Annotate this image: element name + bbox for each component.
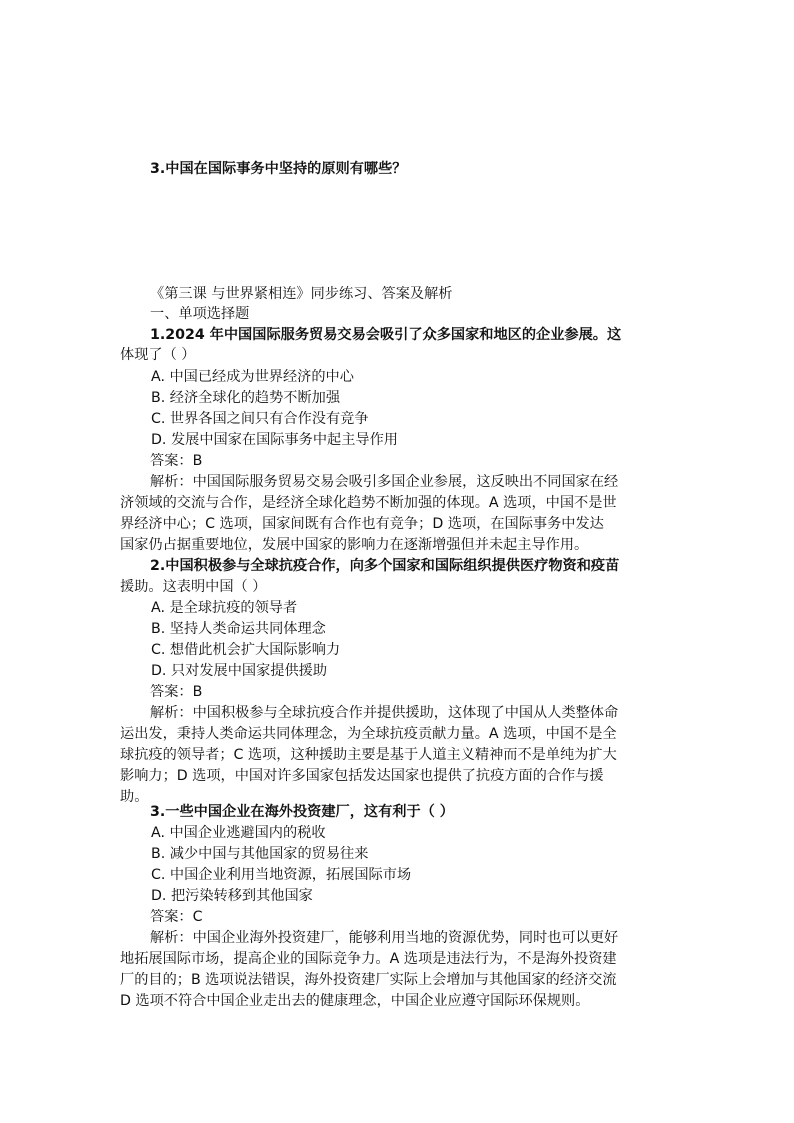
q1-analysis-line2: 济领域的交流与合作，是经济全球化趋势不断加强的体现。A 选项，中国不是世 xyxy=(120,495,617,511)
q3-option-c: C. 中国企业利用当地资源，拓展国际市场 xyxy=(151,867,412,883)
q2-stem-line1: 2.中国积极参与全球抗疫合作，向多个国家和国际组织提供医疗物资和疫苗 xyxy=(150,558,620,574)
q2-option-b: B. 坚持人类命运共同体理念 xyxy=(151,621,326,637)
q3-option-b: B. 减少中国与其他国家的贸易往来 xyxy=(151,846,369,862)
q2-option-d: D. 只对发展中国家提供援助 xyxy=(151,663,328,679)
q1-option-c: C. 世界各国之间只有合作没有竞争 xyxy=(151,411,369,427)
q1-option-a: A. 中国已经成为世界经济的中心 xyxy=(151,369,354,385)
q2-answer: 答案：B xyxy=(150,684,203,700)
q3-analysis-line3: 厂的目的；B 选项说法错误，海外投资建厂实际上会增加与其他国家的经济交流 xyxy=(120,972,617,988)
q2-analysis-line1: 解析：中国积极参与全球抗疫合作并提供援助，这体现了中国从人类整体命 xyxy=(150,705,619,721)
q3-analysis-line4: D 选项不符合中国企业走出去的健康理念，中国企业应遵守国际环保规则。 xyxy=(120,993,590,1009)
section-heading: 一、单项选择题 xyxy=(150,306,250,322)
q1-analysis-line3: 界经济中心；C 选项，国家间既有合作也有竞争；D 选项，在国际事务中发达 xyxy=(120,516,604,532)
q2-stem-line2: 援助。这表明中国（ ） xyxy=(120,579,267,595)
q3-option-a: A. 中国企业逃避国内的税收 xyxy=(151,825,326,841)
q2-analysis-line3: 球抗疫的领导者；C 选项，这种援助主要是基于人道主义精神而不是单纯为扩大 xyxy=(120,747,617,763)
q1-stem-line1: 1.2024 年中国国际服务贸易交易会吸引了众多国家和地区的企业参展。这 xyxy=(150,327,622,343)
q1-answer: 答案：B xyxy=(150,453,203,469)
q2-option-a: A. 是全球抗疫的领导者 xyxy=(151,600,298,616)
page-title: 《第三课 与世界紧相连》同步练习、答案及解析 xyxy=(150,286,453,302)
q2-option-c: C. 想借此机会扩大国际影响力 xyxy=(151,642,341,658)
q2-analysis-line5: 助。 xyxy=(120,789,149,805)
preceding-question: 3.中国在国际事务中坚持的原则有哪些？ xyxy=(150,161,407,177)
q1-option-d: D. 发展中国家在国际事务中起主导作用 xyxy=(151,432,398,448)
q3-option-d: D. 把污染转移到其他国家 xyxy=(151,888,313,904)
q2-analysis-line2: 运出发，秉持人类命运共同体理念，为全球抗疫贡献力量。A 选项，中国不是全 xyxy=(120,726,617,742)
q1-analysis-line4: 国家仍占据重要地位，发展中国家的影响力在逐渐增强但并未起主导作用。 xyxy=(120,537,589,553)
q3-analysis-line1: 解析：中国企业海外投资建厂，能够利用当地的资源优势，同时也可以更好 xyxy=(150,930,619,946)
q1-option-b: B. 经济全球化的趋势不断加强 xyxy=(151,390,341,406)
q3-analysis-line2: 地拓展国际市场，提高企业的国际竞争力。A 选项是违法行为，不是海外投资建 xyxy=(120,951,617,967)
q3-stem-line1: 3.一些中国企业在海外投资建厂，这有利于（ ） xyxy=(150,804,454,820)
q1-analysis-line1: 解析：中国国际服务贸易交易会吸引多国企业参展，这反映出不同国家在经 xyxy=(150,474,619,490)
q3-answer: 答案：C xyxy=(150,909,203,925)
q1-stem-line2: 体现了（ ） xyxy=(120,347,196,363)
q2-analysis-line4: 影响力；D 选项，中国对许多国家包括发达国家也提供了抗疫方面的合作与援 xyxy=(120,768,604,784)
